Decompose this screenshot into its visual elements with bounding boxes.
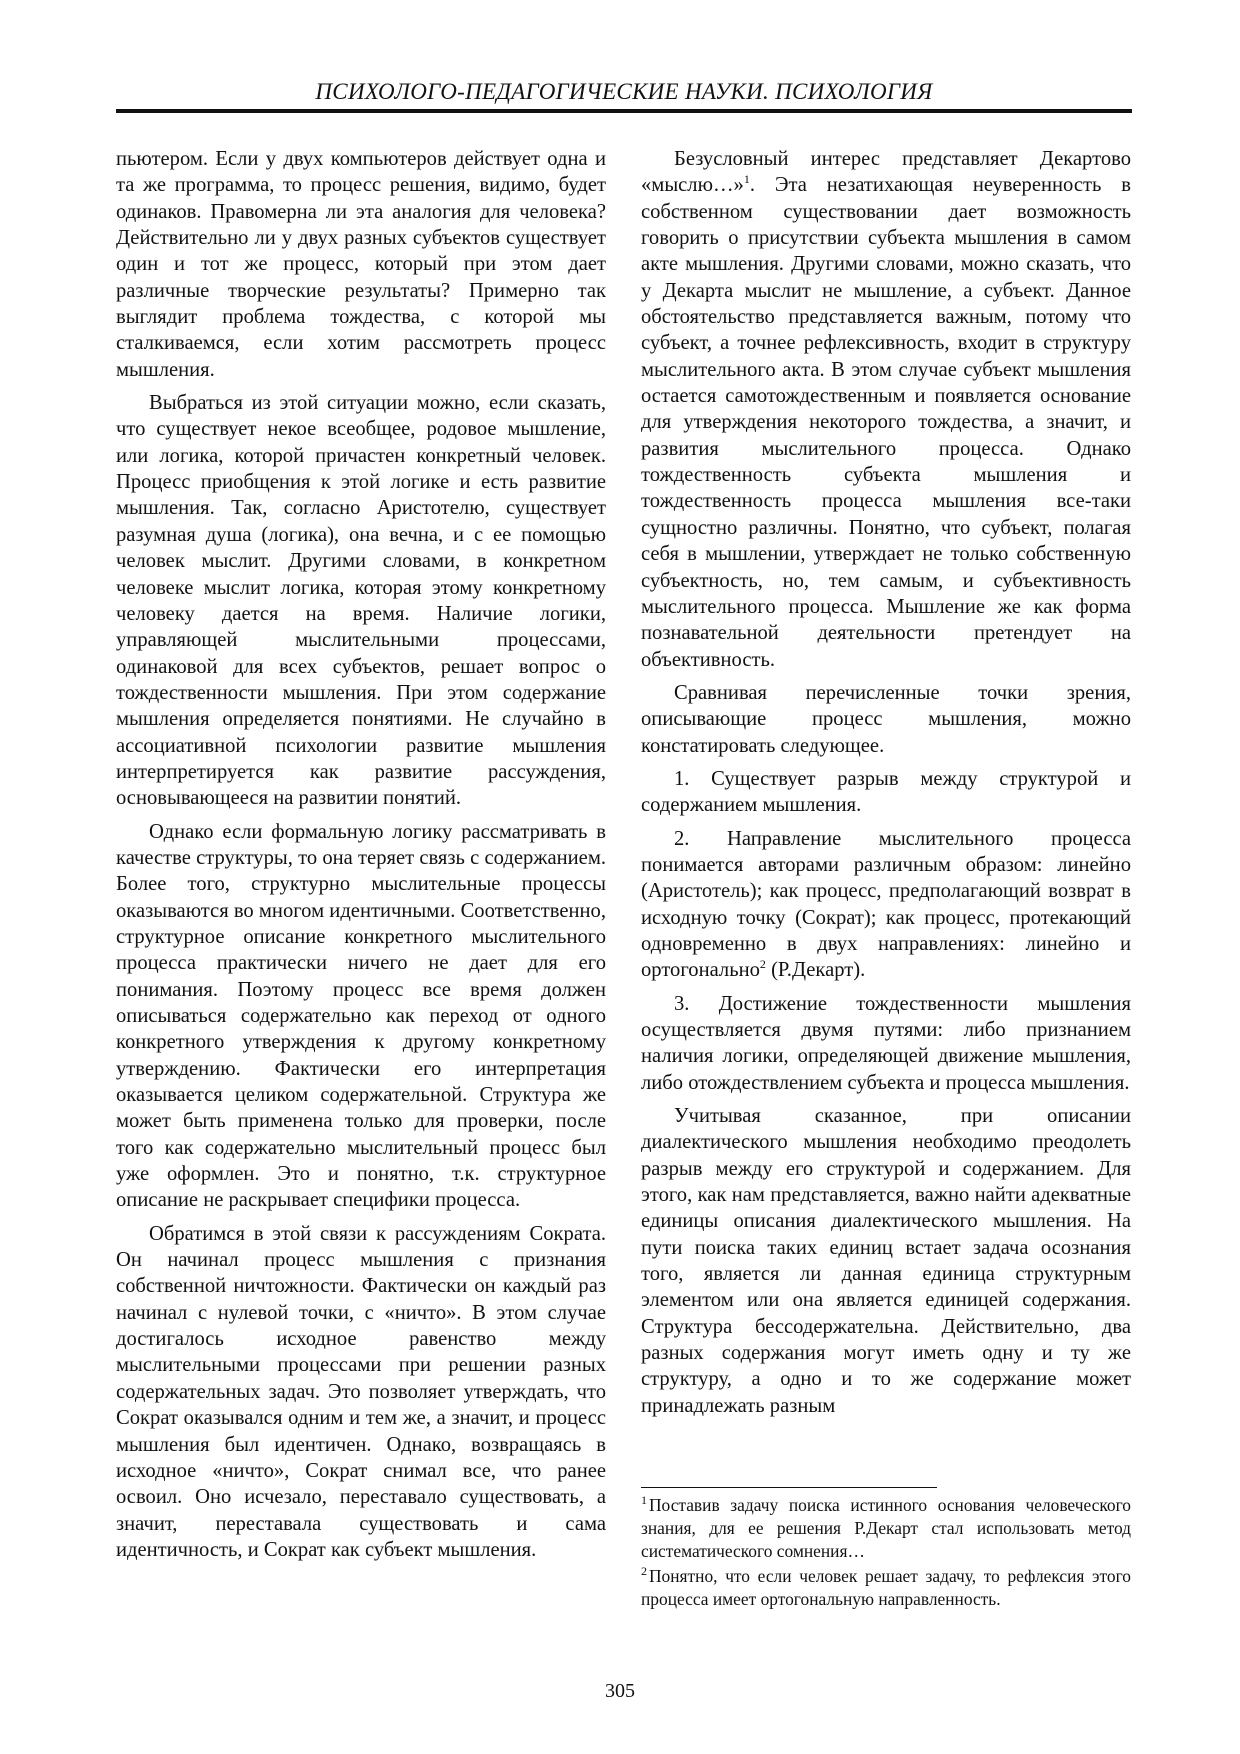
text-run: (Р.Декарт). xyxy=(765,959,866,982)
paragraph: Сравнивая перечисленные точки зрения, описывающие процесс мышления, можно констатировать следующее. xyxy=(641,681,1131,757)
text-run: 2. Направление мыслительного процесса понимается авторами различным образом: линейно (Аристотель); как процесс, предполагающий возврат в исходную точку (Сократ); как процесс, протекающий одновременно в двух направлениях: линейно и ортогонально xyxy=(641,827,1131,982)
text-run: . Эта незатихающая неуверенность в собственном существовании дает возможность говорить о присутствии субъекта мышления в самом акте мышления. Другими словами, можно сказать, что у Декарта мыслит не мышление, а субъект. Данное обстоятельство представляется важным, потому что субъект, а точнее рефлексивность, входит в структуру мыслительного акта. В этом случае субъект мышления остается самотождественным и появляется основание для утверждения некоторого тождества, а значит, и развития мыслительного процесса. Однако тождественность субъекта мышления и тождественность процесса мышления все-таки сущностно различны. Понятно, что субъект, полагая себя в мышлении, утверждает не только собственную субъектность, но, тем самым, и субъективность мыслительного процесса. Мышление же как форма познавательной деятельности претендует на объективность. xyxy=(641,174,1131,671)
paragraph: Обратимся в этой связи к рассуждениям Сократа. Он начинал процесс мышления с признания собственной ничтожности. Фактически он каждый раз начинал с нулевой точки, с «ничто». В этом случае достигалось исходное равенство между мыслительными процессами при решении разных содержательных задач. Это позволяет утверждать, что Сократ оказывался одним и тем же, а значит, и процесс мышления был идентичен. Однако, возвращаясь в исходное «ничто», Сократ снимал все, что ранее освоил. Оно исчезало, переставало существовать, а значит, переставала существовать и сама идентичность, и Сократ как субъект мышления. xyxy=(116,1222,606,1561)
list-item: 1. Существует разрыв между структурой и содержанием мышления. xyxy=(641,767,1131,817)
footnote-ref-1[interactable]: 1 xyxy=(743,172,750,187)
paragraph: Учитывая сказанное, при описании диалектического мышления необходимо преодолеть разрыв между его структурой и содержанием. Для этого, как нам представляется, важно найти адекватные единицы описания диалектического мышления. На пути поиска таких единиц встает задача осознания того, является ли данная единица структурным элементом или она является единицей содержания. Структура бессодержательна. Действительно, два разных содержания могут иметь одну и ту же структуру, а одно и то же содержание может принадлежать разным xyxy=(641,1105,1131,1417)
running-header: ПСИХОЛОГО-ПЕДАГОГИЧЕСКИЕ НАУКИ. ПСИХОЛОГИЯ xyxy=(315,79,933,104)
paragraph: Однако если формальную логику рассматривать в качестве структуры, то она теряет связь с содержанием. Более того, структурно мыслительные процессы оказываются во многом идентичными. Соответственно, структурное описание конкретного мыслительного процесса практически ничего не дает для его понимания. Поэтому процесс все время должен описываться содержательно как переход от одного конкретного утверждения к другому конкретному утверждению. Фактически его интерпретация оказывается целиком содержательной. Структура же может быть применена только для проверки, после того как содержательно мыслительный процесс был уже оформлен. Это и понятно, т.к. структурное описание не раскрывает специфики процесса. xyxy=(116,820,606,1212)
footnote-text: Понятно, что если человек решает задачу, то рефлексия этого процесса имеет ортогональную направленность. xyxy=(641,1566,1131,1609)
footnote-ref-2[interactable]: 2 xyxy=(759,957,766,972)
list-item xyxy=(641,826,1131,984)
footnote-2 xyxy=(641,1565,1131,1611)
footnote-rule xyxy=(641,1487,937,1488)
left-column xyxy=(116,146,606,1570)
footnote-number: 1 xyxy=(641,1493,647,1508)
list-item: 3. Достижение тождественности мышления осуществляется двумя путями: либо признанием наличия логики, определяющей движение мышления, либо отождествлением субъекта и процесса мышления. xyxy=(641,992,1131,1094)
footnote-number: 2 xyxy=(641,1564,647,1579)
paragraph xyxy=(641,146,1131,673)
footnotes xyxy=(641,1494,1131,1613)
page-number: 305 xyxy=(605,1680,635,1702)
paragraph: пьютером. Если у двух компьютеров действует одна и та же программа, то процесс решения, видимо, будет одинаков. Правомерна ли эта аналогия для человека? Действительно ли у двух разных субъектов существует один и тот же процесс, который при этом дает различные творческие результаты? Примерно так выглядит проблема тождества, с которой мы сталкиваемся, если хотим рассмотреть процесс мышления. xyxy=(116,148,606,381)
paragraph: Выбраться из этой ситуации можно, если сказать, что существует некое всеобщее, родовое мышление, или логика, которой причастен конкретный человек. Процесс приобщения к этой логике и есть развитие мышления. Так, согласно Аристотелю, существует разумная душа (логика), она вечна, и с ее помощью человек мыслит. Другими словами, в конкретном человеке мыслит логика, которая этому конкретному человеку дается на время. Наличие логики, управляющей мыслительными процессами, одинаковой для всех субъектов, решает вопрос о тождественности мышления. При этом содержание мышления определяется понятиями. Не случайно в ассоциативной психологии развитие мышления интерпретируется как развитие рассуждения, основывающееся на развитии понятий. xyxy=(116,392,606,810)
right-column xyxy=(641,146,1131,1426)
footnote-1 xyxy=(641,1494,1131,1563)
text-run: Безусловный интерес представляет Декартово «мыслю…» xyxy=(641,148,1131,197)
footnote-text: Поставив задачу поиска истинного основания человеческого знания, для ее решения Р.Декарт стал использовать метод систематического сомнения… xyxy=(641,1495,1131,1561)
header-rule xyxy=(116,109,1132,113)
